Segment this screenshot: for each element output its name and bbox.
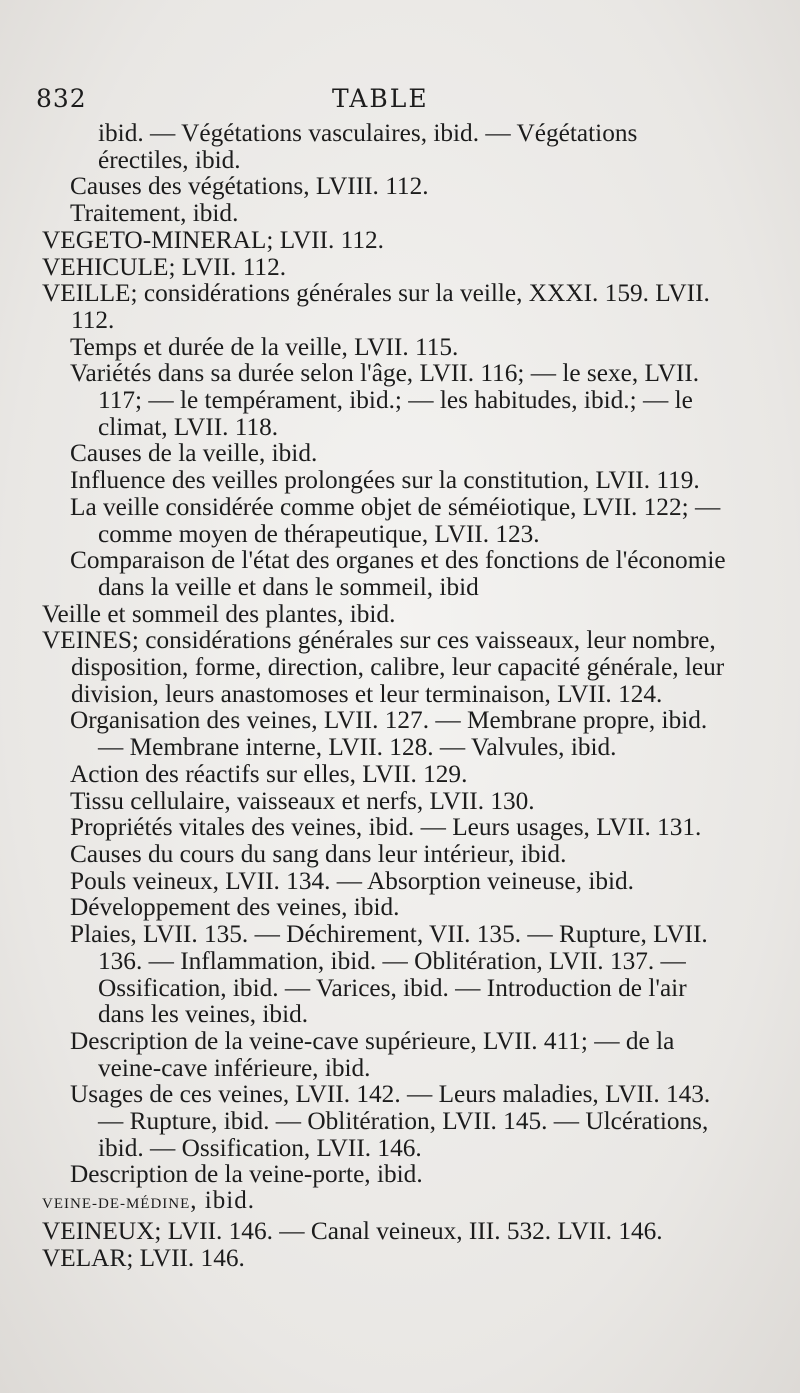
index-line: VEHICULE; LVII. 112. [42, 252, 287, 281]
page-header [36, 84, 736, 120]
index-line: VEGETO-MINERAL; LVII. 112. [42, 225, 384, 254]
index-line: Plaies, LVII. 135. — Déchirement, VII. 135. — Rupture, LVII. 136. — Inflammation, ibid. — Oblitération, LVII. 137. — Ossification, ibid. — Varices, ibid. — Introduction de l'air dans les veines, ibid. [70, 920, 708, 1029]
index-line: Variétés dans sa durée selon l'âge, LVII. 116; — le sexe, LVII. 117; — le tempérament, ibid.; — les habitudes, ibid.; — le climat, LVII. 118. [70, 359, 700, 441]
index-line: Organisation des veines, LVII. 127. — Membrane propre, ibid. — Membrane interne, LVII. 128. — Valvules, ibid. [70, 706, 708, 762]
index-line: Veille et sommeil des plantes, ibid. [42, 599, 396, 628]
index-line: Causes de la veille, ibid. [70, 439, 318, 468]
index-line: ibid. — Végétations vasculaires, ibid. — Végétations érectiles, ibid. [98, 119, 638, 174]
index-line: Usages de ces veines, LVII. 142. — Leurs maladies, LVII. 143. — Rupture, ibid. — Oblitération, LVII. 145. — Ulcérations, ibid. — Ossification, LVII. 146. [70, 1080, 711, 1162]
index-line: VEINEUX; LVII. 146. — Canal veineux, III. 532. LVII. 146. [42, 1216, 663, 1245]
index-line: Description de la veine-cave supérieure, LVII. 411; — de la veine-cave inférieure, ibid. [70, 1026, 675, 1082]
index-line: Influence des veilles prolongées sur la constitution, LVII. 119. [70, 466, 700, 495]
index-line: Pouls veineux, LVII. 134. — Absorption veineuse, ibid. [70, 866, 634, 895]
index-line: VEILLE; considérations générales sur la veille, XXXI. 159. LVII. 112. [42, 279, 710, 334]
index-line: Tissu cellulaire, vaisseaux et nerfs, LVII. 130. [70, 786, 535, 815]
headword-reference: , ibid. [190, 1187, 255, 1215]
index-line: Description de la veine-porte, ibid. [70, 1160, 423, 1189]
small-caps-headword: VEINE-DE-MÉDINE [42, 1196, 191, 1213]
index-line: Temps et durée de la veille, LVII. 115. [70, 332, 459, 361]
index-line: Action des réactifs sur elles, LVII. 129. [70, 759, 468, 788]
index-line: Causes du cours du sang dans leur intérieur, ibid. [70, 839, 567, 868]
index-line: Développement des veines, ibid. [70, 893, 400, 922]
page-number: 832 [36, 84, 87, 113]
index-line: La veille considérée comme objet de séméiotique, LVII. 122; — comme moyen de thérapeutique, LVII. 123. [70, 492, 721, 548]
index-line: VEINES; considérations générales sur ces vaisseaux, leur nombre, disposition, forme, direction, calibre, leur capacité générale, leur division, leurs anastomoses et leur terminaison, LVII. 124. [42, 626, 725, 708]
index-line: Causes des végétations, LVIII. 112. [70, 172, 429, 201]
index-line: VELAR; LVII. 146. [42, 1243, 245, 1272]
index-line: Propriétés vitales des veines, ibid. — Leurs usages, LVII. 131. [70, 813, 702, 842]
running-title: TABLE [332, 84, 429, 113]
index-line: Comparaison de l'état des organes et des fonctions de l'économie dans la veille et dans le sommeil, ibid [70, 546, 726, 601]
index-entries [42, 120, 732, 1271]
index-line: Traitement, ibid. [70, 199, 239, 228]
index-line [42, 1188, 732, 1218]
